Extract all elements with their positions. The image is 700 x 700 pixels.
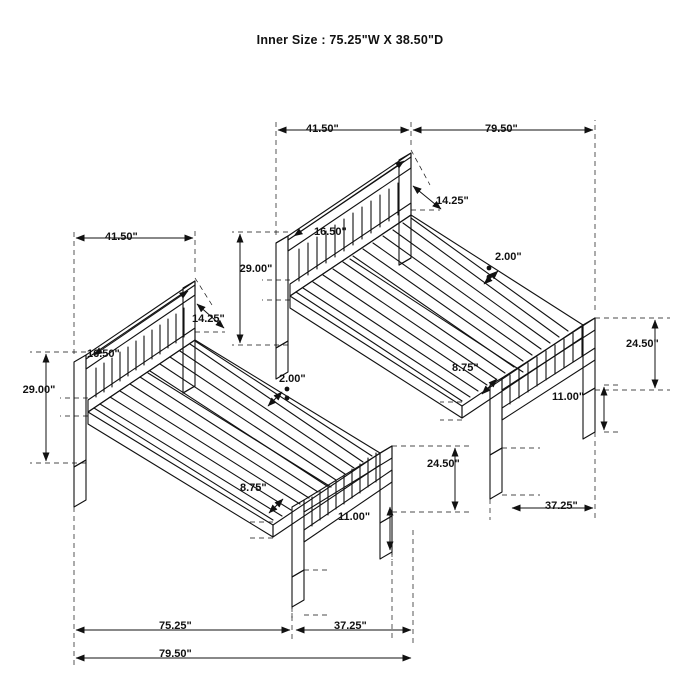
dim-label-bottom-headboard-height: 14.25" [192,313,225,325]
callout-dots [285,266,492,401]
dim-label-top-headboard-height: 14.25" [436,195,469,207]
page-title: Inner Size : 75.25"W X 38.50"D [256,33,444,47]
dim-label-top-width-right: 79.50" [485,123,518,135]
dim-label-top-slat-thickness: 2.00" [495,251,522,263]
dim-label-bottom-post-height: 29.00" [22,384,56,396]
dim-label-bottom-slat-thickness: 2.00" [279,373,306,385]
dim-label-bottom-leg-height: 11.00" [338,511,371,523]
dim-label-bottom-rail-height: 16.50" [87,348,120,360]
dim-label-bottom-footboard-height: 24.50" [427,458,460,470]
dim-label-bottom-leg-clearance: 8.75" [240,482,267,494]
dim-label-top-width-left: 41.50" [306,123,339,135]
lower-bed-drawing [74,281,392,607]
dim-label-top-leg-height: 11.00" [552,391,585,403]
dim-label-top-leg-clearance: 8.75" [452,362,479,374]
dim-label-bottom-width-left: 41.50" [105,231,138,243]
dim-label-top-footboard-height: 24.50" [626,338,659,350]
dim-label-bottom-depth: 37.25" [334,620,367,632]
dim-label-top-rail-height: 16.50" [314,226,347,238]
dim-label-bottom-inner-width: 75.25" [159,620,192,632]
dim-label-bottom-overall-width: 79.50" [159,648,192,660]
dim-label-top-depth: 37.25" [545,500,578,512]
dim-label-top-post-height: 29.00" [239,263,273,275]
